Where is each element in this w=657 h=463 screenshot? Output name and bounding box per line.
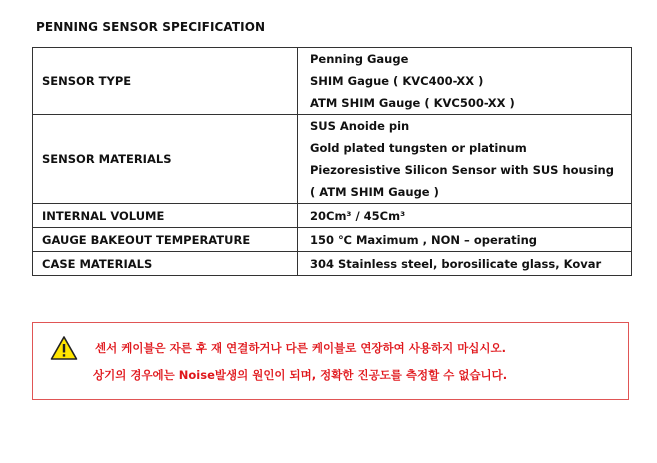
row-value xyxy=(298,115,632,204)
value-line: Penning Gauge xyxy=(310,52,409,66)
table-row-sensor-type xyxy=(33,48,632,115)
spec-table xyxy=(32,47,632,276)
table-row-bakeout-temperature xyxy=(33,228,632,252)
row-label: SENSOR MATERIALS xyxy=(33,115,298,204)
document-title: PENNING SENSOR SPECIFICATION xyxy=(36,20,266,34)
table-row-internal-volume xyxy=(33,204,632,228)
table-row-sensor-materials xyxy=(33,115,632,204)
warning-text-line-1: 센서 케이블은 자른 후 재 연결하거나 다른 케이블로 연장하여 사용하지 마십시오. xyxy=(95,341,506,355)
warning-text-line-2: 상기의 경우에는 Noise발생의 원인이 되며, 정확한 진공도를 측정할 수 없습니다. xyxy=(93,368,508,382)
value-line: Gold plated tungsten or platinum xyxy=(310,141,527,155)
row-label: SENSOR TYPE xyxy=(33,48,298,115)
row-label: INTERNAL VOLUME xyxy=(33,204,298,228)
value-line: SHIM Gague ( KVC400-XX ) xyxy=(310,74,484,88)
table-row-case-materials xyxy=(33,252,632,276)
row-value: 20Cm³ / 45Cm³ xyxy=(298,204,632,228)
row-value: 304 Stainless steel, borosilicate glass, Kovar xyxy=(298,252,632,276)
warning-box xyxy=(32,322,629,400)
value-line: Piezoresistive Silicon Sensor with SUS housing xyxy=(310,163,614,177)
value-line: SUS Anoide pin xyxy=(310,119,410,133)
row-label: GAUGE BAKEOUT TEMPERATURE xyxy=(33,228,298,252)
row-label: CASE MATERIALS xyxy=(33,252,298,276)
value-line: ATM SHIM Gauge ( KVC500-XX ) xyxy=(310,96,515,110)
value-line: ( ATM SHIM Gauge ) xyxy=(310,185,439,199)
row-value xyxy=(298,48,632,115)
row-value: 150 ℃ Maximum , NON – operating xyxy=(298,228,632,252)
warning-triangle-icon xyxy=(50,335,78,361)
